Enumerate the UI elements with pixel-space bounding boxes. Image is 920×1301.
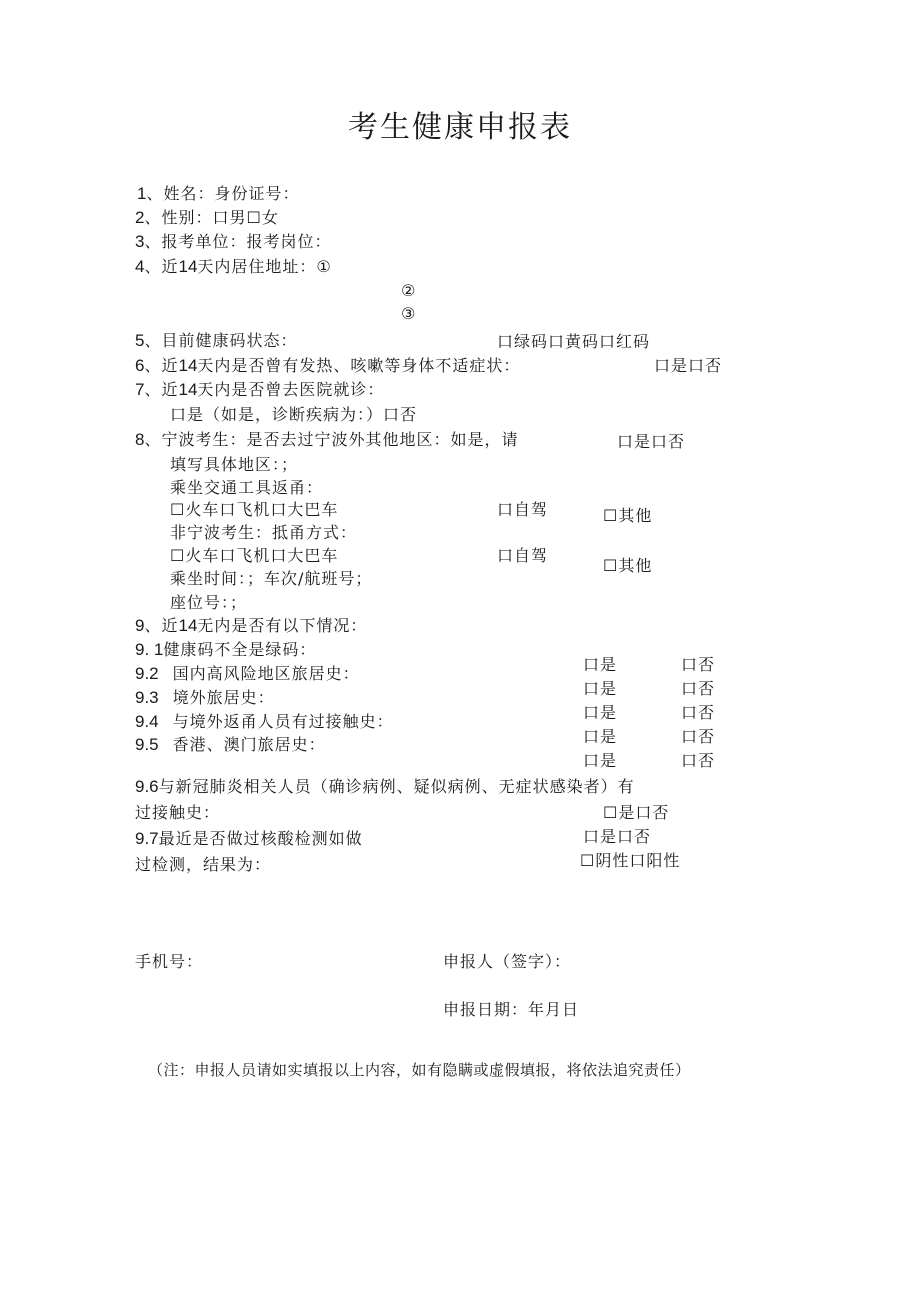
hospital-label-b: 天内是否曾去医院就诊：: [197, 380, 385, 399]
item-number: 1: [137, 184, 147, 203]
address-label-b: 天内居住地址：①: [197, 257, 332, 276]
days-number: 14: [178, 356, 198, 375]
line-9-7: [135, 829, 363, 849]
item-number: 3: [135, 232, 145, 251]
yes-option[interactable]: 口是: [583, 679, 618, 698]
gender-label: 、性别：口男☐女: [144, 208, 279, 227]
item-number: 7: [135, 380, 145, 399]
line-conditions: [135, 616, 367, 636]
conditions-label-a: 、近: [144, 616, 179, 635]
contact-options[interactable]: ☐是口否: [603, 803, 670, 822]
item-number: 2: [135, 208, 145, 227]
line-symptoms: [135, 356, 520, 376]
line-9-4: [135, 712, 394, 732]
line-9-1: [135, 640, 316, 660]
no-option[interactable]: 口否: [681, 751, 716, 770]
no-option[interactable]: 口否: [681, 703, 716, 722]
item-number: 9.5: [135, 735, 159, 754]
item-number: 8: [135, 430, 145, 449]
item-number: 9. 1: [135, 640, 164, 659]
health-code-options[interactable]: 口绿码口黄码口红码: [497, 332, 651, 351]
line-gender: [135, 208, 279, 228]
line-9-7-cont: 过检测，结果为：: [135, 855, 272, 874]
footnote: （注：申报人员请如实填报以上内容，如有隐瞒或虚假填报，将依法追究责任）: [148, 1061, 691, 1079]
ningbo-label: 、宁波考生：是否去过宁波外其他地区：如是，请: [144, 430, 519, 449]
condition-9-7-label: 最近是否做过核酸检测如做: [158, 829, 363, 848]
health-code-label: 、目前健康码状态：: [144, 331, 298, 350]
days-number: 14: [178, 257, 198, 276]
unit-post-label: 、报考单位：报考岗位：: [144, 232, 332, 251]
line-health-code: [135, 331, 297, 351]
condition-9-4-label: 与境外返甬人员有过接触史：: [172, 712, 394, 731]
travel-time-label: 乘坐时间：；车次/航班号；: [170, 569, 373, 588]
no-option[interactable]: 口否: [681, 655, 716, 674]
symptoms-label-b: 天内是否曾有发热、咳嗽等身体不适症状：: [197, 356, 521, 375]
signer-label: 申报人（签字）：: [443, 952, 572, 971]
item-number: 9.4: [135, 712, 159, 731]
non-ningbo-transport-options[interactable]: ☐火车口飞机口大巴车: [170, 546, 339, 565]
ningbo-transport-label: 乘坐交通工具返甬：: [170, 478, 324, 497]
condition-9-3-label: 境外旅居史：: [172, 688, 275, 707]
item-number: 9.3: [135, 688, 159, 707]
test-result-options[interactable]: ☐阴性口阳性: [580, 851, 681, 870]
symptoms-label-a: 、近: [144, 356, 179, 375]
ningbo-region: 填写具体地区：；: [170, 455, 299, 474]
condition-9-6-label: 与新冠肺炎相关人员（确诊病例、疑似病例、无症状感染者）有: [158, 777, 635, 796]
non-ningbo-label: 非宁波考生：抵甬方式：: [170, 523, 358, 542]
name-id-label: 、姓名：身份证号：: [146, 184, 300, 203]
date-label: 申报日期：年月日: [443, 1000, 580, 1019]
condition-9-5-label: 香港、澳门旅居史：: [172, 735, 326, 754]
yes-option[interactable]: 口是: [583, 751, 618, 770]
page-title: 考生健康申报表: [348, 110, 572, 145]
line-address: [135, 257, 332, 277]
seat-number-label: 座位号：；: [170, 593, 248, 612]
line-ningbo: [135, 430, 518, 450]
item-number: 9.7: [135, 829, 159, 848]
ningbo-other[interactable]: ☐其他: [603, 506, 653, 525]
item-number: 9.2: [135, 664, 159, 683]
line-9-3: [135, 688, 275, 708]
hospital-label-a: 、近: [144, 380, 179, 399]
line-name-id: [137, 184, 299, 204]
symptoms-options[interactable]: 口是口否: [654, 356, 723, 375]
ningbo-self-drive[interactable]: 口自驾: [497, 500, 549, 519]
item-number: 6: [135, 356, 145, 375]
line-9-2: [135, 664, 360, 684]
yes-option[interactable]: 口是: [583, 727, 618, 746]
line-unit-post: [135, 232, 331, 252]
non-ningbo-other[interactable]: ☐其他: [603, 556, 653, 575]
phone-label: 手机号：: [135, 952, 204, 971]
no-option[interactable]: 口否: [681, 679, 716, 698]
address-3: ③: [401, 304, 417, 323]
ningbo-transport-options[interactable]: ☐火车口飞机口大巴车: [170, 500, 339, 519]
days-number: 14: [178, 380, 198, 399]
line-9-6: [135, 777, 635, 797]
line-hospital: [135, 380, 384, 400]
hospital-options[interactable]: 口是（如是，诊断疾病为：）口否: [170, 405, 418, 424]
condition-9-2-label: 国内高风险地区旅居史：: [172, 664, 360, 683]
conditions-label-b: 无内是否有以下情况：: [197, 616, 368, 635]
address-label-a: 、近: [144, 257, 179, 276]
non-ningbo-self-drive[interactable]: 口自驾: [497, 546, 549, 565]
item-number: 5: [135, 331, 145, 350]
ningbo-options[interactable]: 口是口否: [617, 432, 686, 451]
nucleic-test-options[interactable]: 口是口否: [583, 827, 652, 846]
item-number: 9: [135, 616, 145, 635]
yes-option[interactable]: 口是: [583, 655, 618, 674]
line-9-5: [135, 735, 326, 755]
item-number: 9.6: [135, 777, 159, 796]
no-option[interactable]: 口否: [681, 727, 716, 746]
address-2: ②: [401, 281, 417, 300]
days-number: 14: [178, 616, 198, 635]
yes-option[interactable]: 口是: [583, 703, 618, 722]
item-number: 4: [135, 257, 145, 276]
line-9-6-cont: 过接触史：: [135, 803, 221, 822]
condition-9-1-label: 健康码不全是绿码：: [163, 640, 317, 659]
